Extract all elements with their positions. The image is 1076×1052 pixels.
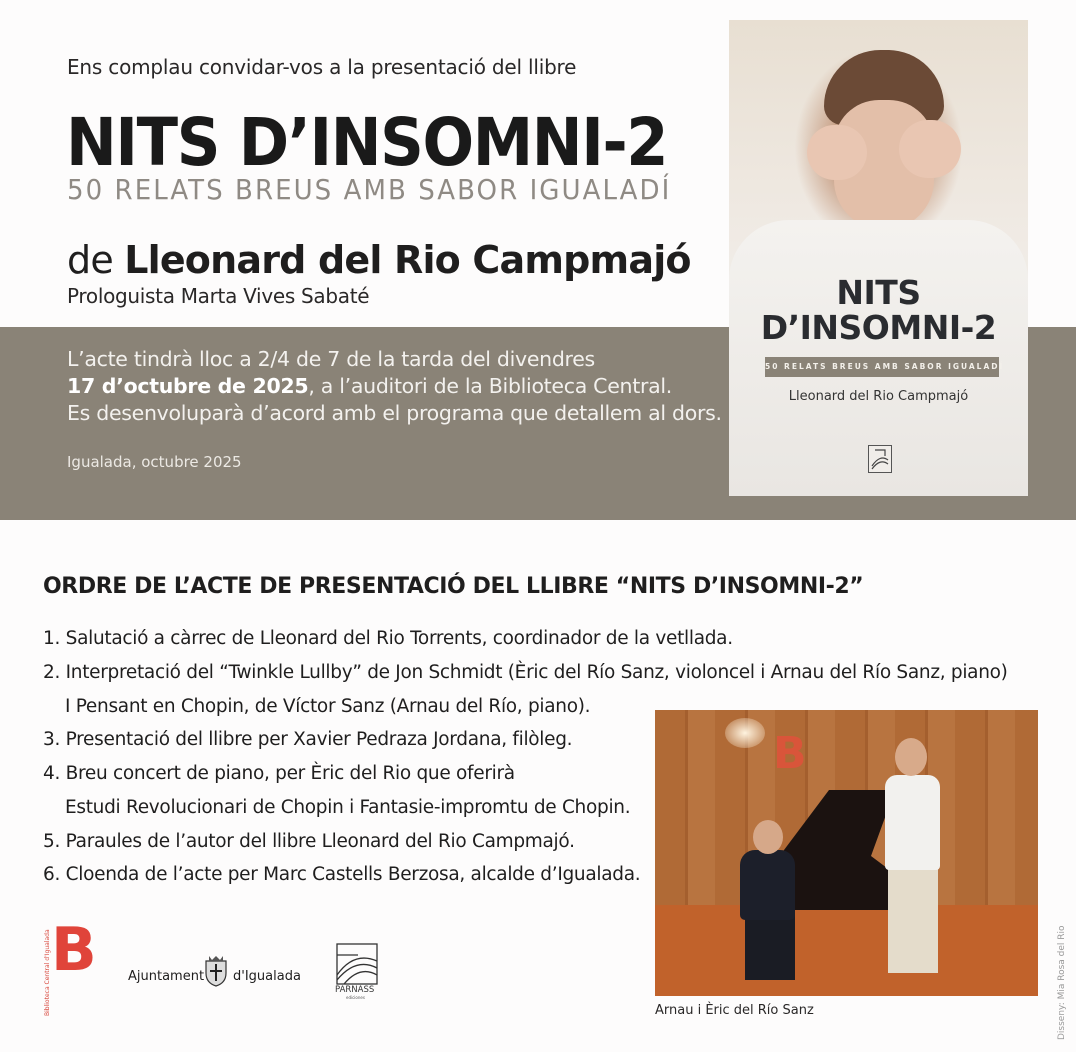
prologue-author: Prologuista Marta Vives Sabaté bbox=[67, 284, 370, 308]
details-line-3: Es desenvoluparà d’acord amb el programa que detallem al dors. bbox=[67, 401, 722, 425]
cover-title-line-2: D’INSOMNI-2 bbox=[760, 308, 997, 347]
cover-title-line-1: NITS bbox=[836, 273, 921, 312]
cover-title bbox=[729, 275, 1028, 345]
photo-person-seated-legs bbox=[745, 915, 795, 980]
program-item: 5. Paraules de l’autor del llibre Lleonard del Rio Campmajó. bbox=[43, 831, 575, 852]
design-credit: Disseny: Mia Rosa del Rio bbox=[1057, 925, 1067, 1040]
photo-floor bbox=[655, 905, 1038, 996]
book-subtitle: 50 RELATS BREUS AMB SABOR IGUALADÍ bbox=[67, 173, 672, 206]
coat-of-arms-icon bbox=[202, 955, 230, 987]
photo-person-standing-legs bbox=[888, 868, 938, 973]
program-item: 2. Interpretació del “Twinkle Lullby” de Jon Schmidt (Èric del Río Sanz, violoncel i Arnau del Río Sanz, piano) bbox=[43, 662, 1008, 683]
biblioteca-logo bbox=[44, 915, 97, 1018]
details-line-2 bbox=[67, 373, 722, 400]
photo-person-standing bbox=[885, 775, 940, 870]
details-line-1: L’acte tindrà lloc a 2/4 de 7 de la tarda del divendres bbox=[67, 347, 595, 371]
program-item: I Pensant en Chopin, de Víctor Sanz (Arnau del Río, piano). bbox=[65, 696, 591, 717]
photo-person-seated-head bbox=[753, 820, 783, 854]
cover-author: Lleonard del Rio Campmajó bbox=[788, 389, 969, 404]
place-date: Igualada, octubre 2025 bbox=[67, 453, 242, 471]
invitation-intro: Ens complau convidar-vos a la presentació del llibre bbox=[67, 55, 577, 79]
event-details bbox=[67, 346, 722, 427]
program-title: ORDRE DE L’ACTE DE PRESENTACIÓ DEL LLIBRE “NITS D’INSOMNI-2” bbox=[43, 574, 864, 599]
cover-subtitle: 50 RELATS BREUS AMB SABOR IGUALADÍ bbox=[765, 357, 999, 377]
program-item: 4. Breu concert de piano, per Èric del Rio que oferirà bbox=[43, 763, 515, 784]
parnass-logo-sub: ediciones bbox=[346, 995, 365, 1000]
book-cover-image bbox=[729, 20, 1028, 496]
program-item: 3. Presentació del llibre per Xavier Pedraza Jordana, filòleg. bbox=[43, 729, 573, 750]
program-item: Estudi Revolucionari de Chopin i Fantasie-impromtu de Chopin. bbox=[65, 797, 631, 818]
ajuntament-logo-text-left: Ajuntament bbox=[128, 969, 205, 984]
biblioteca-logo-text: Biblioteca Central d'Igualada bbox=[44, 929, 51, 1016]
photo-person-seated bbox=[740, 850, 795, 920]
parnass-logo-icon bbox=[868, 445, 892, 473]
parnass-logo-icon bbox=[336, 943, 378, 985]
book-author bbox=[67, 240, 691, 282]
photo-caption: Arnau i Èric del Río Sanz bbox=[655, 1003, 814, 1018]
parnass-logo-name: PARNASS bbox=[335, 985, 375, 995]
photo-wall-letter: B bbox=[773, 728, 807, 779]
program-item: 6. Cloenda de l’acte per Marc Castells Berzosa, alcalde d’Igualada. bbox=[43, 864, 641, 885]
cover-fist-right bbox=[899, 120, 961, 178]
author-name: Lleonard del Rio Campmajó bbox=[124, 238, 691, 282]
photo-light bbox=[725, 718, 765, 748]
event-venue: , a l’auditori de la Biblioteca Central. bbox=[308, 374, 672, 398]
cover-fist-left bbox=[807, 125, 867, 180]
program-item: 1. Salutació a càrrec de Lleonard del Rio Torrents, coordinador de la vetllada. bbox=[43, 628, 733, 649]
event-date: 17 d’octubre de 2025 bbox=[67, 374, 309, 398]
book-title: NITS D’INSOMNI-2 bbox=[66, 104, 668, 181]
photo-person-standing-head bbox=[895, 738, 927, 776]
ajuntament-logo-text-right: d'Igualada bbox=[233, 969, 301, 984]
musicians-photo bbox=[655, 710, 1038, 996]
biblioteca-logo-letter: B bbox=[51, 915, 97, 985]
author-prefix: de bbox=[67, 238, 113, 282]
